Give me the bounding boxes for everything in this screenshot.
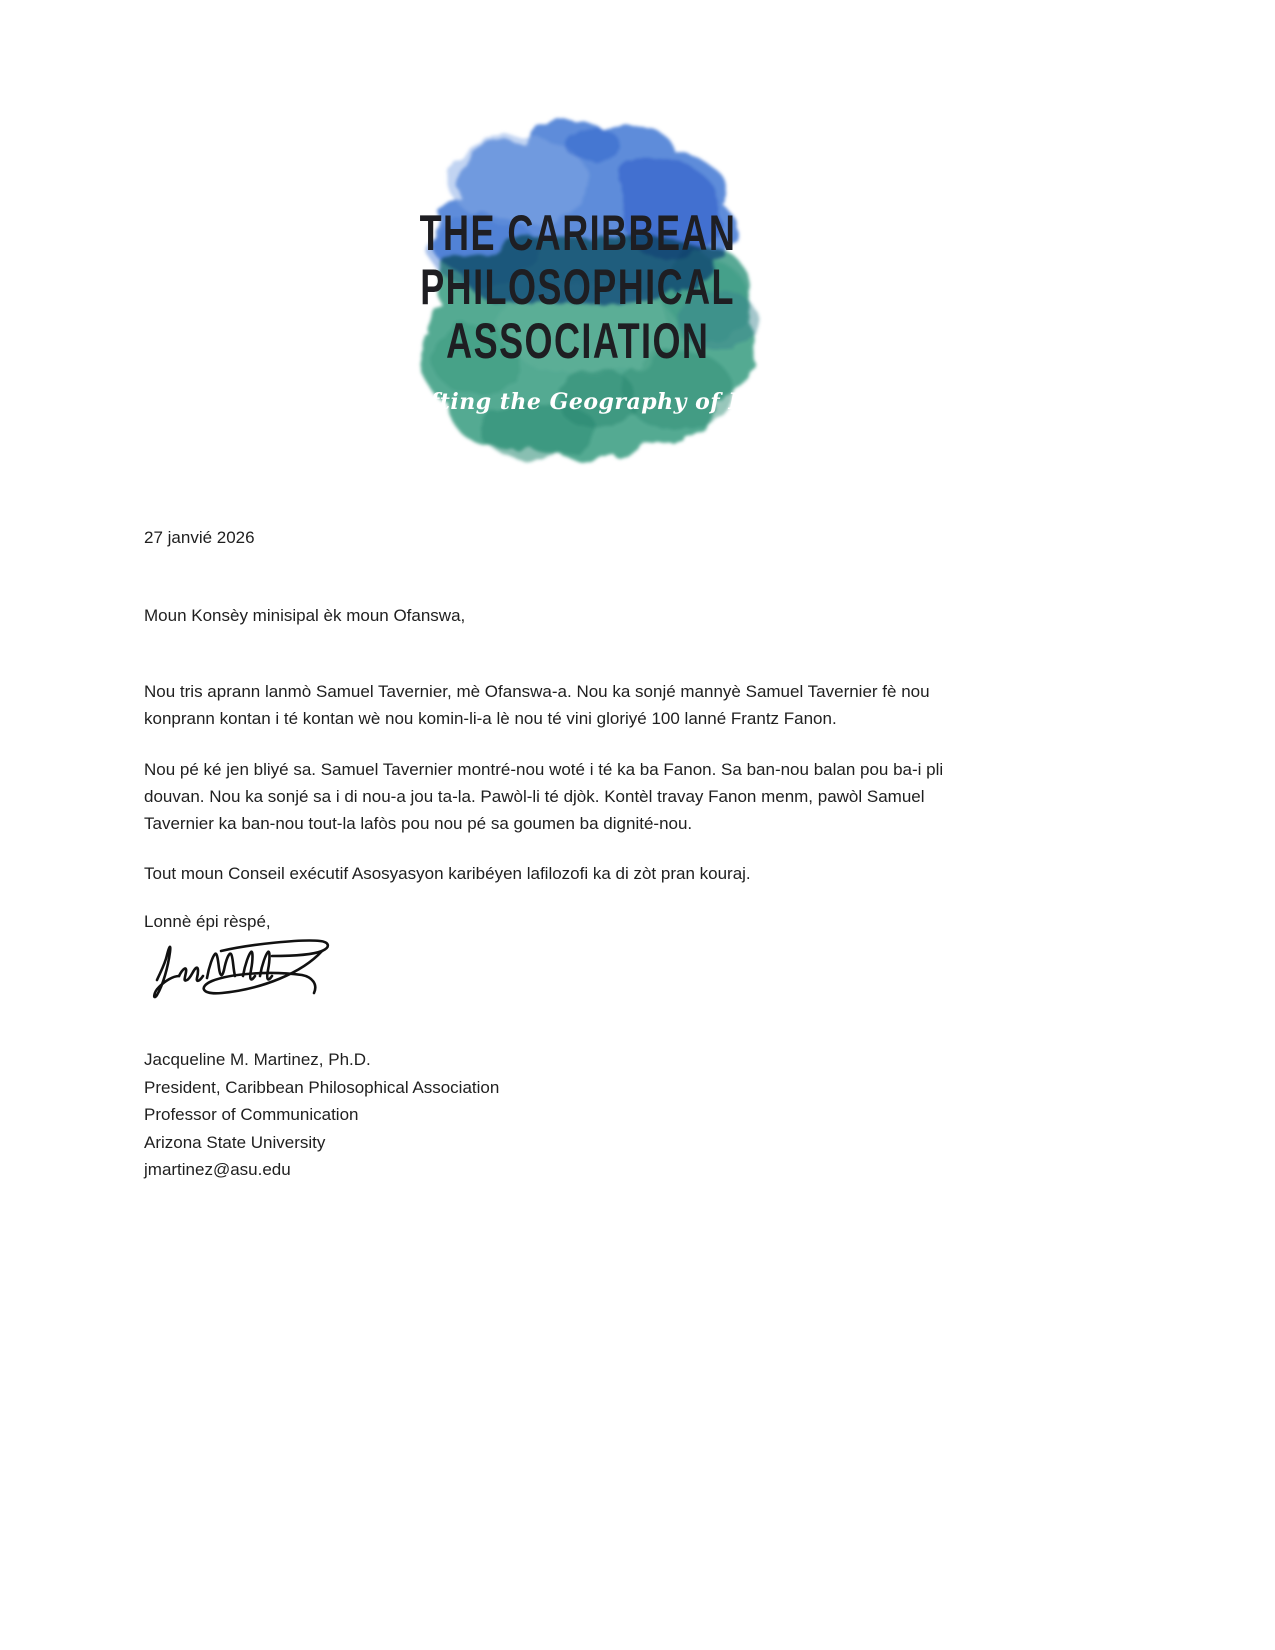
signature-block	[144, 1046, 499, 1184]
cpa-logo	[388, 100, 821, 468]
letter-closing: Lonnè épi rèspé,	[144, 912, 271, 931]
handwritten-signature-image	[150, 926, 345, 1010]
signature-title-professor: Professor of Communication	[144, 1105, 359, 1124]
paragraph-line: konprann kontan i té kontan wè nou komin-li-a lè nou té vini gloriyé 100 lanné Frantz Fanon.	[144, 709, 837, 728]
logo-tagline: Shifting the Geography of Reason	[388, 389, 821, 415]
logo-title-line-3: ASSOCIATION	[446, 313, 710, 369]
logo-title-line-2: PHILOSOPHICAL	[420, 259, 736, 315]
signature-email: jmartinez@asu.edu	[144, 1160, 291, 1179]
signature-university: Arizona State University	[144, 1132, 326, 1152]
paragraph-line: douvan. Nou ka sonjé sa i di nou-a jou ta-la. Pawòl-li té djòk. Kontèl travay Fanon menm, pawòl Samuel	[144, 787, 925, 806]
letter-paragraph-2	[144, 756, 943, 837]
paragraph-line: Nou pé ké jen bliyé sa. Samuel Tavernier montré-nou woté i té ka ba Fanon. Sa ban-nou balan pou ba-i pli	[144, 760, 944, 779]
letter-date: 27 janvié 2026	[144, 528, 255, 547]
letter-paragraph-3	[144, 860, 751, 887]
signature-title-president: President, Caribbean Philosophical Association	[144, 1077, 500, 1097]
paragraph-line: Nou tris aprann lanmò Samuel Tavernier, mè Ofanswa-a. Nou ka sonjé mannyè Samuel Tavernier fè nou	[144, 682, 930, 701]
logo-title-line-1: THE CARIBBEAN	[419, 205, 737, 261]
letter-paragraph-1	[144, 678, 930, 732]
paragraph-line: Tavernier ka ban-nou tout-la lafòs pou nou pé sa goumen ba dignité-nou.	[144, 814, 693, 833]
signature-name: Jacqueline M. Martinez, Ph.D.	[144, 1050, 371, 1069]
paragraph-line: Tout moun Conseil exécutif Asosyasyon karibéyen lafilozofi ka di zòt pran kouraj.	[144, 864, 751, 883]
letter-salutation: Moun Konsèy minisipal èk moun Ofanswa,	[144, 606, 466, 625]
logo-title	[388, 206, 768, 368]
